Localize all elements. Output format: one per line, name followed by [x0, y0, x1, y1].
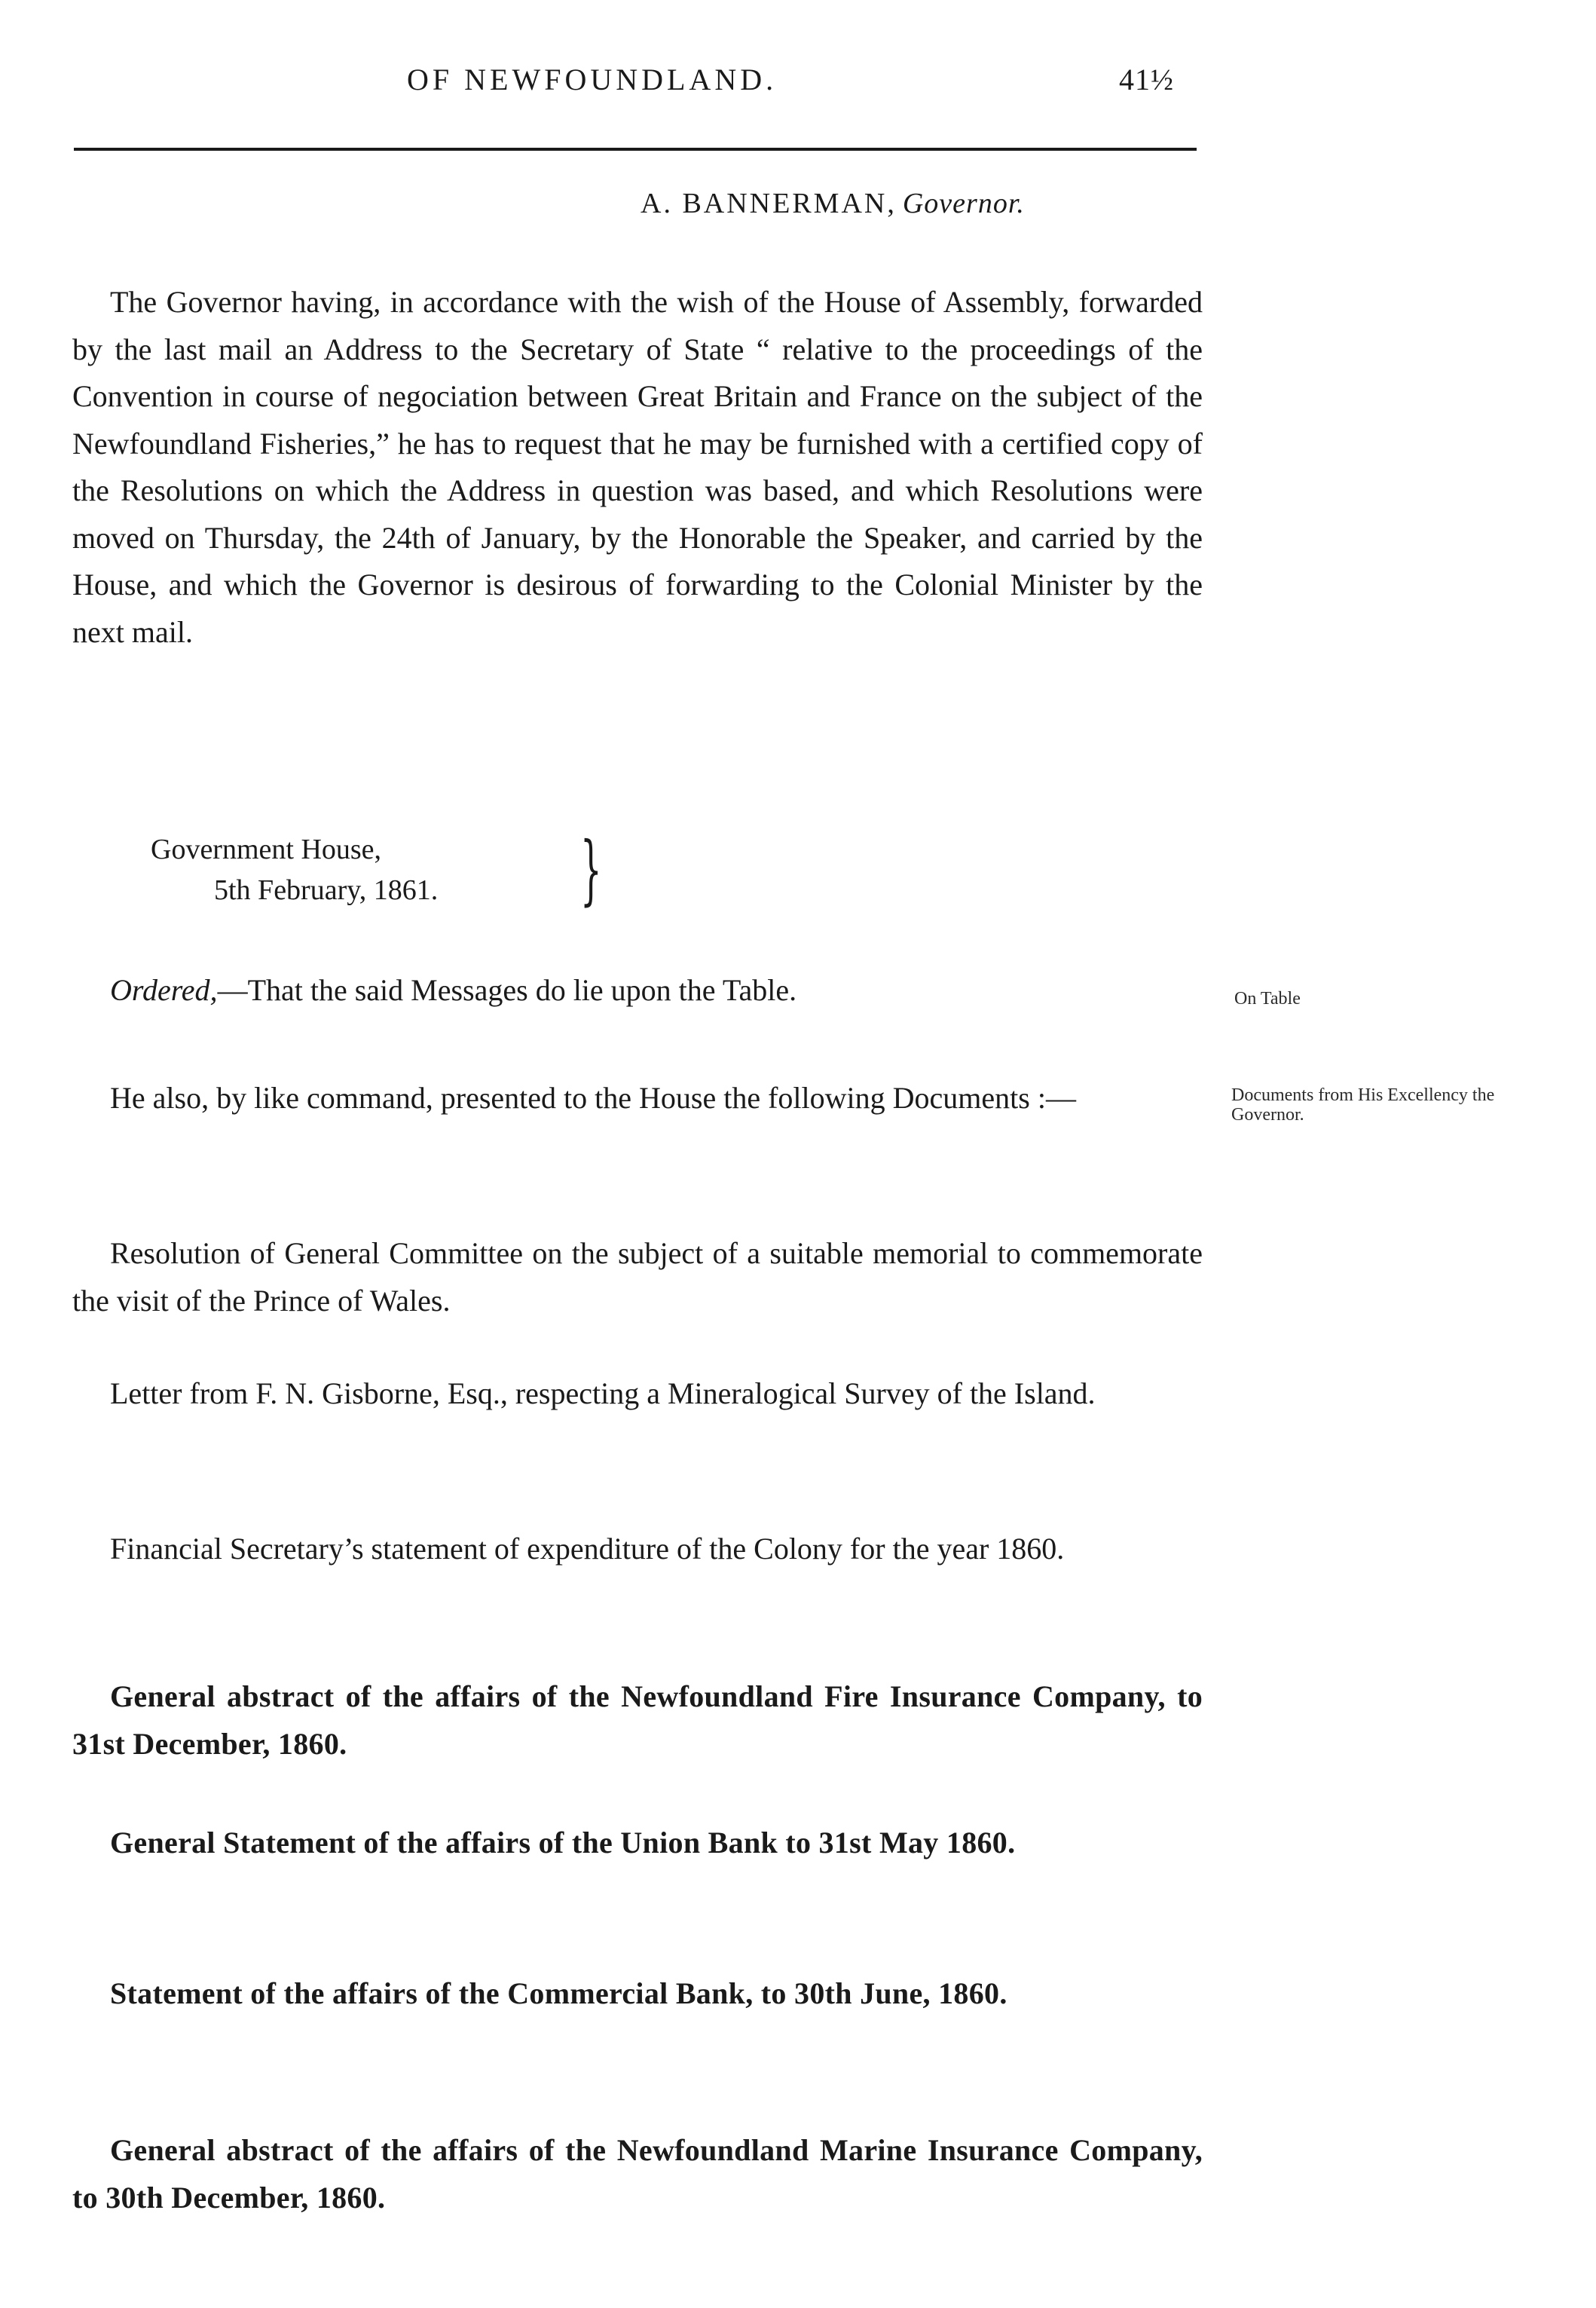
signature-name: A. BANNERMAN,: [641, 188, 897, 219]
page-number: 41½: [1119, 63, 1174, 96]
document-item: Statement of the affairs of the Commercial Bank, to 30th June, 1860.: [110, 1976, 1007, 2010]
margin-note-documents: Documents from His Excellency the Governor.: [1231, 1085, 1495, 1125]
document-item: General abstract of the affairs of the Newfoundland Fire Insurance Company, to 31st December, 1860.: [72, 1679, 1203, 1761]
dateline-date: 5th February, 1861.: [214, 874, 439, 906]
ordered-line: [110, 972, 796, 1008]
signature: [641, 187, 1025, 220]
margin-note-on-table: On Table: [1234, 989, 1301, 1009]
header-rule: [74, 148, 1197, 151]
presented-paragraph: He also, by like command, presented to the House the following Documents :—: [110, 1081, 1076, 1115]
document-item: Letter from F. N. Gisborne, Esq., respecting a Mineralogical Survey of the Island.: [110, 1376, 1096, 1410]
dateline: [151, 829, 438, 911]
document-item: Resolution of General Committee on the subject of a suitable memorial to commemorate the visit of the Prince of Wales.: [72, 1236, 1203, 1318]
ordered-text: —That the said Messages do lie upon the Table.: [217, 973, 797, 1007]
running-head: OF NEWFOUNDLAND.: [407, 63, 778, 96]
signature-title: Governor.: [902, 188, 1025, 219]
document-item: Financial Secretary’s statement of expenditure of the Colony for the year 1860.: [110, 1532, 1065, 1566]
main-paragraph: The Governor having, in accordance with the wish of the House of Assembly, forwarded by the last mail an Address to the Secretary of State “ relative to the proceedings of the Convention in course of negociation between Great Britain and France on the subject of the Newfoundland Fisheries,” he has to request that he may be furnished with a certified copy of the Resolutions on which the Address in question was based, and which Resolutions were moved on Thursday, the 24th of January, by the Honorable the Speaker, and carried by the House, and which the Governor is desirous of forwarding to the Colonial Minister by the next mail.: [72, 285, 1203, 649]
dateline-brace: }: [580, 825, 602, 914]
ordered-label: Ordered,: [110, 973, 218, 1007]
document-item: General Statement of the affairs of the Union Bank to 31st May 1860.: [110, 1826, 1016, 1860]
document-item: General abstract of the affairs of the Newfoundland Marine Insurance Company, to 30th December, 1860.: [72, 2133, 1203, 2215]
dateline-place: Government House,: [151, 834, 382, 865]
